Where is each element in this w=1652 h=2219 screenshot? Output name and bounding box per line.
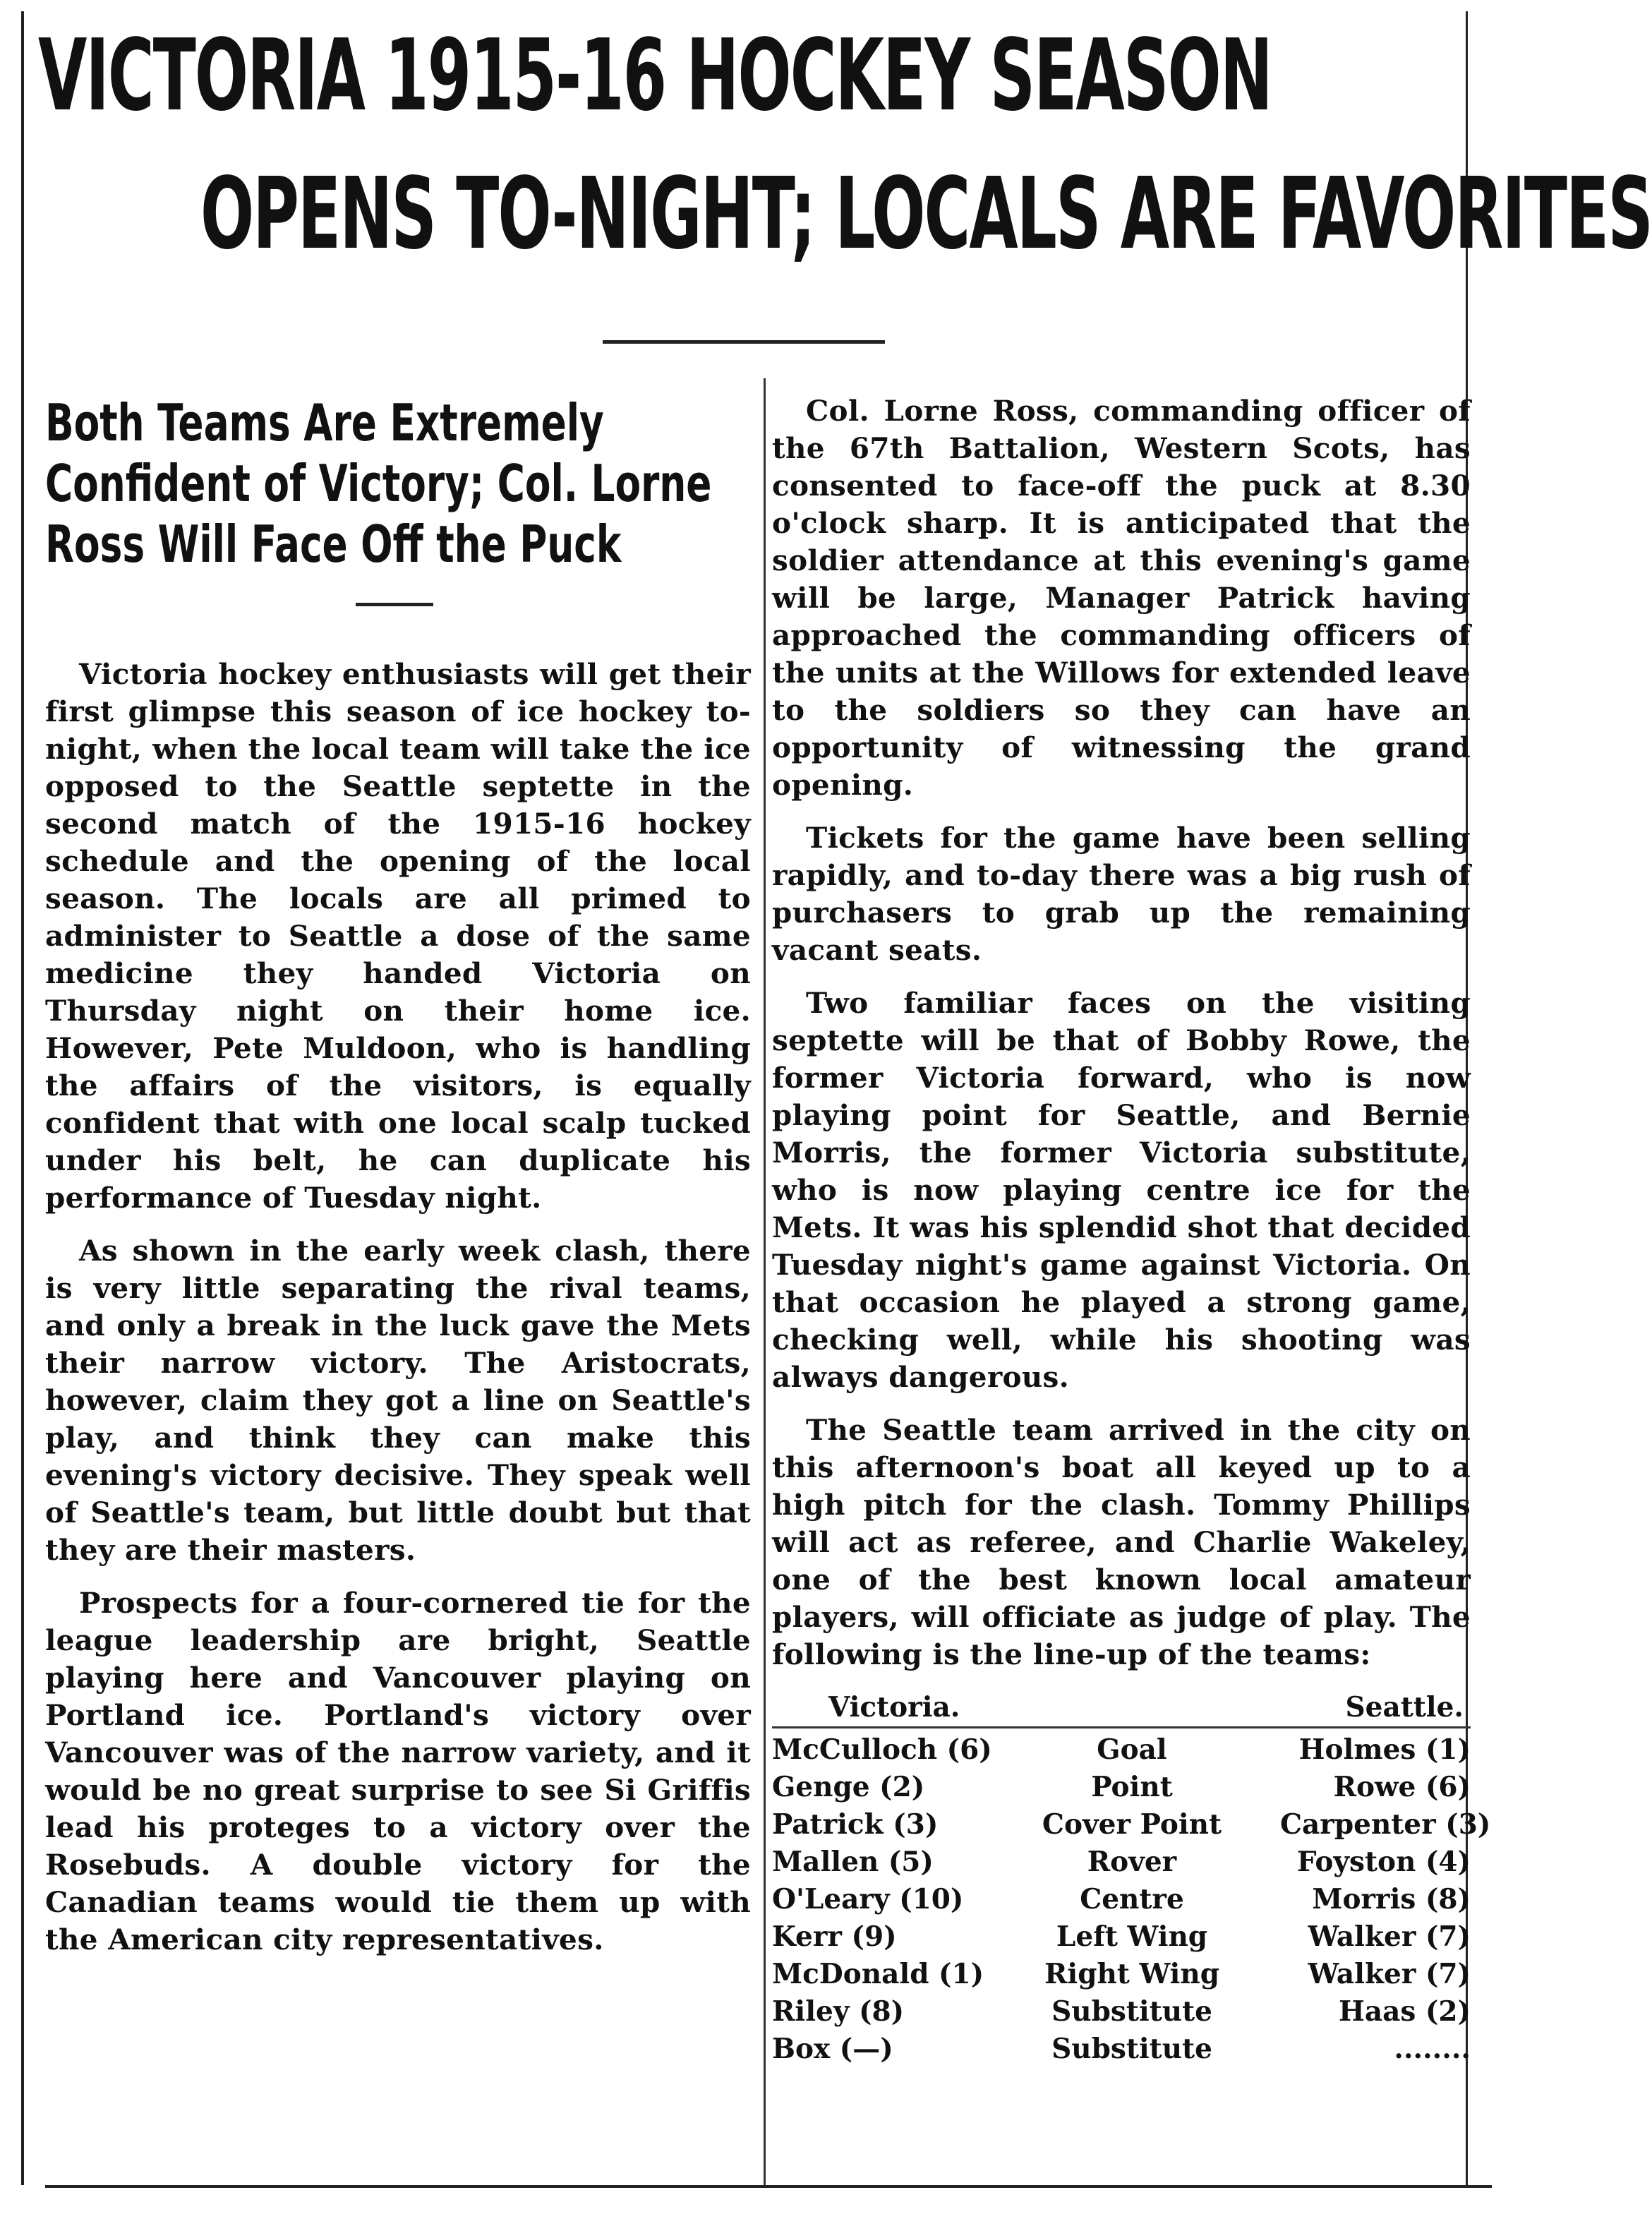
lineup-away-player: ........ [1394, 2033, 1471, 2065]
lineup-row [772, 1993, 1471, 2031]
lineup-home-player: McDonald (1) [772, 1958, 984, 1990]
lineup-home-player: Mallen (5) [772, 1846, 934, 1878]
lineup-home-player: Box (—) [772, 2033, 893, 2065]
bottom-rule [45, 2185, 1492, 2188]
lineup-position: Centre [1080, 1883, 1184, 1916]
lineup-home-label: Victoria. [828, 1691, 960, 1724]
lineup-away-player: Morris (8) [1312, 1883, 1471, 1916]
article-paragraph: The Seattle team arrived in the city on this afternoon's boat all keyed up to a high pitch for the clash. Tommy Phillips will act as referee, and Charlie Wakeley, one of the best known local amateur players, will officiate as judge of play. The following is the line-up of the teams: [772, 1413, 1471, 1671]
lineup-row [772, 1881, 1471, 1918]
headline-line-2: OPENS TO-NIGHT; LOCALS ARE FAVORITES [200, 157, 1652, 272]
lineup-home-player: Riley (8) [772, 1995, 905, 2028]
lineup-away-player: Walker (7) [1308, 1920, 1471, 1953]
left-column [45, 392, 751, 1974]
lineup-position: Substitute [1051, 1995, 1212, 2028]
lineup-position: Substitute [1051, 2033, 1212, 2065]
headline-line-1: VICTORIA 1915-16 HOCKEY SEASON [38, 18, 1272, 133]
deck-rule [356, 603, 433, 606]
lineup-row [772, 1918, 1471, 1956]
lineup-position: Goal [1097, 1733, 1167, 1766]
article-paragraph: As shown in the early week clash, there is very little separating the rival teams, and only a break in the luck gave the Mets their narrow victory. The Aristocrats, however, claim they got a line on Seattle's play, and think they can make this evening's victory decisive. They speak well of Seattle's team, but little doubt but that they are their masters. [45, 1234, 751, 1567]
lineup-home-player: Patrick (3) [772, 1808, 939, 1841]
newspaper-clipping [21, 11, 1652, 2185]
lineup-away-player: Walker (7) [1308, 1958, 1471, 1990]
lineup-position: Rover [1087, 1846, 1177, 1878]
lineup-rows [772, 1731, 1491, 2068]
lineup-home-player: Kerr (9) [772, 1920, 897, 1953]
lineup-row [772, 1806, 1491, 1844]
lineup-away-player: Rowe (6) [1333, 1771, 1471, 1803]
lineup-row [772, 1731, 1471, 1769]
lineup-position: Left Wing [1056, 1920, 1208, 1953]
article-paragraph: Two familiar faces on the visiting septette will be that of Bobby Rowe, the former Victoria forward, who is now playing point for Seattle, and Bernie Morris, the former Victoria substitute, who is now playing centre ice for the Mets. It was his splendid shot that decided Tuesday night's game against Victoria. On that occasion he played a strong game, checking well, while his shooting was always dangerous. [772, 986, 1471, 1394]
lineup-row [772, 1844, 1471, 1881]
lineup-away-player: Foyston (4) [1296, 1846, 1471, 1878]
headline-rule [603, 340, 885, 344]
article-paragraph: Col. Lorne Ross, commanding officer of the 67th Battalion, Western Scots, has consented to face-off the puck at 8.30 o'clock sharp. It is anticipated that the soldier attendance at this evening's game will be large, Manager Patrick having approached the commanding officers of the units at the Willows for extended leave to the soldiers so they can have an opportunity of witnessing the grand opening. [772, 394, 1471, 802]
lineup-position: Right Wing [1044, 1958, 1219, 1990]
article-paragraph: Victoria hockey enthusiasts will get their first glimpse this season of ice hockey to-night, when the local team will take the ice opposed to the Seattle septette in the second match of the 1915-16 hockey schedule and the opening of the local season. The locals are all primed to administer to Seattle a dose of the same medicine they handed Victoria on Thursday night on their home ice. However, Pete Muldoon, who is handling the affairs of the visitors, is equally confident that with one local scalp tucked under his belt, he can duplicate his performance of Tuesday night. [45, 657, 751, 1215]
lineup-away-label: Seattle. [1345, 1691, 1464, 1724]
lineup-home-player: O'Leary (10) [772, 1883, 964, 1916]
lineup-away-player: Carpenter (3) [1280, 1808, 1491, 1841]
lineup-position: Point [1091, 1771, 1173, 1803]
lineup-header [772, 1689, 1471, 1728]
column-divider [764, 378, 766, 2185]
subheadline-deck: Both Teams Are Extremely Confident of Victory; Col. Lorne Ross Will Face Off the Puck [45, 393, 712, 574]
lineup-away-player: Haas (2) [1339, 1995, 1471, 2028]
article-paragraph: Prospects for a four-cornered tie for the league leadership are bright, Seattle playing here and Vancouver playing on Portland ice. Portland's victory over Vancouver was of the narrow variety, and it would be no great surprise to see Si Griffis lead his proteges to a victory over the Rosebuds. A double victory for the Canadian teams would tie them up with the American city representatives. [45, 1586, 751, 1956]
lineup-table [772, 1689, 1491, 2068]
article-paragraph: Tickets for the game have been selling rapidly, and to-day there was a big rush of purchasers to grab up the remaining vacant seats. [772, 821, 1471, 967]
lineup-row [772, 1956, 1471, 1993]
lineup-home-player: McCulloch (6) [772, 1733, 992, 1766]
lineup-row [772, 2031, 1471, 2068]
lineup-home-player: Genge (2) [772, 1771, 925, 1803]
lineup-row [772, 1769, 1471, 1806]
right-column [772, 392, 1491, 2068]
lineup-position: Cover Point [1042, 1808, 1222, 1841]
lineup-away-player: Holmes (1) [1298, 1733, 1471, 1766]
